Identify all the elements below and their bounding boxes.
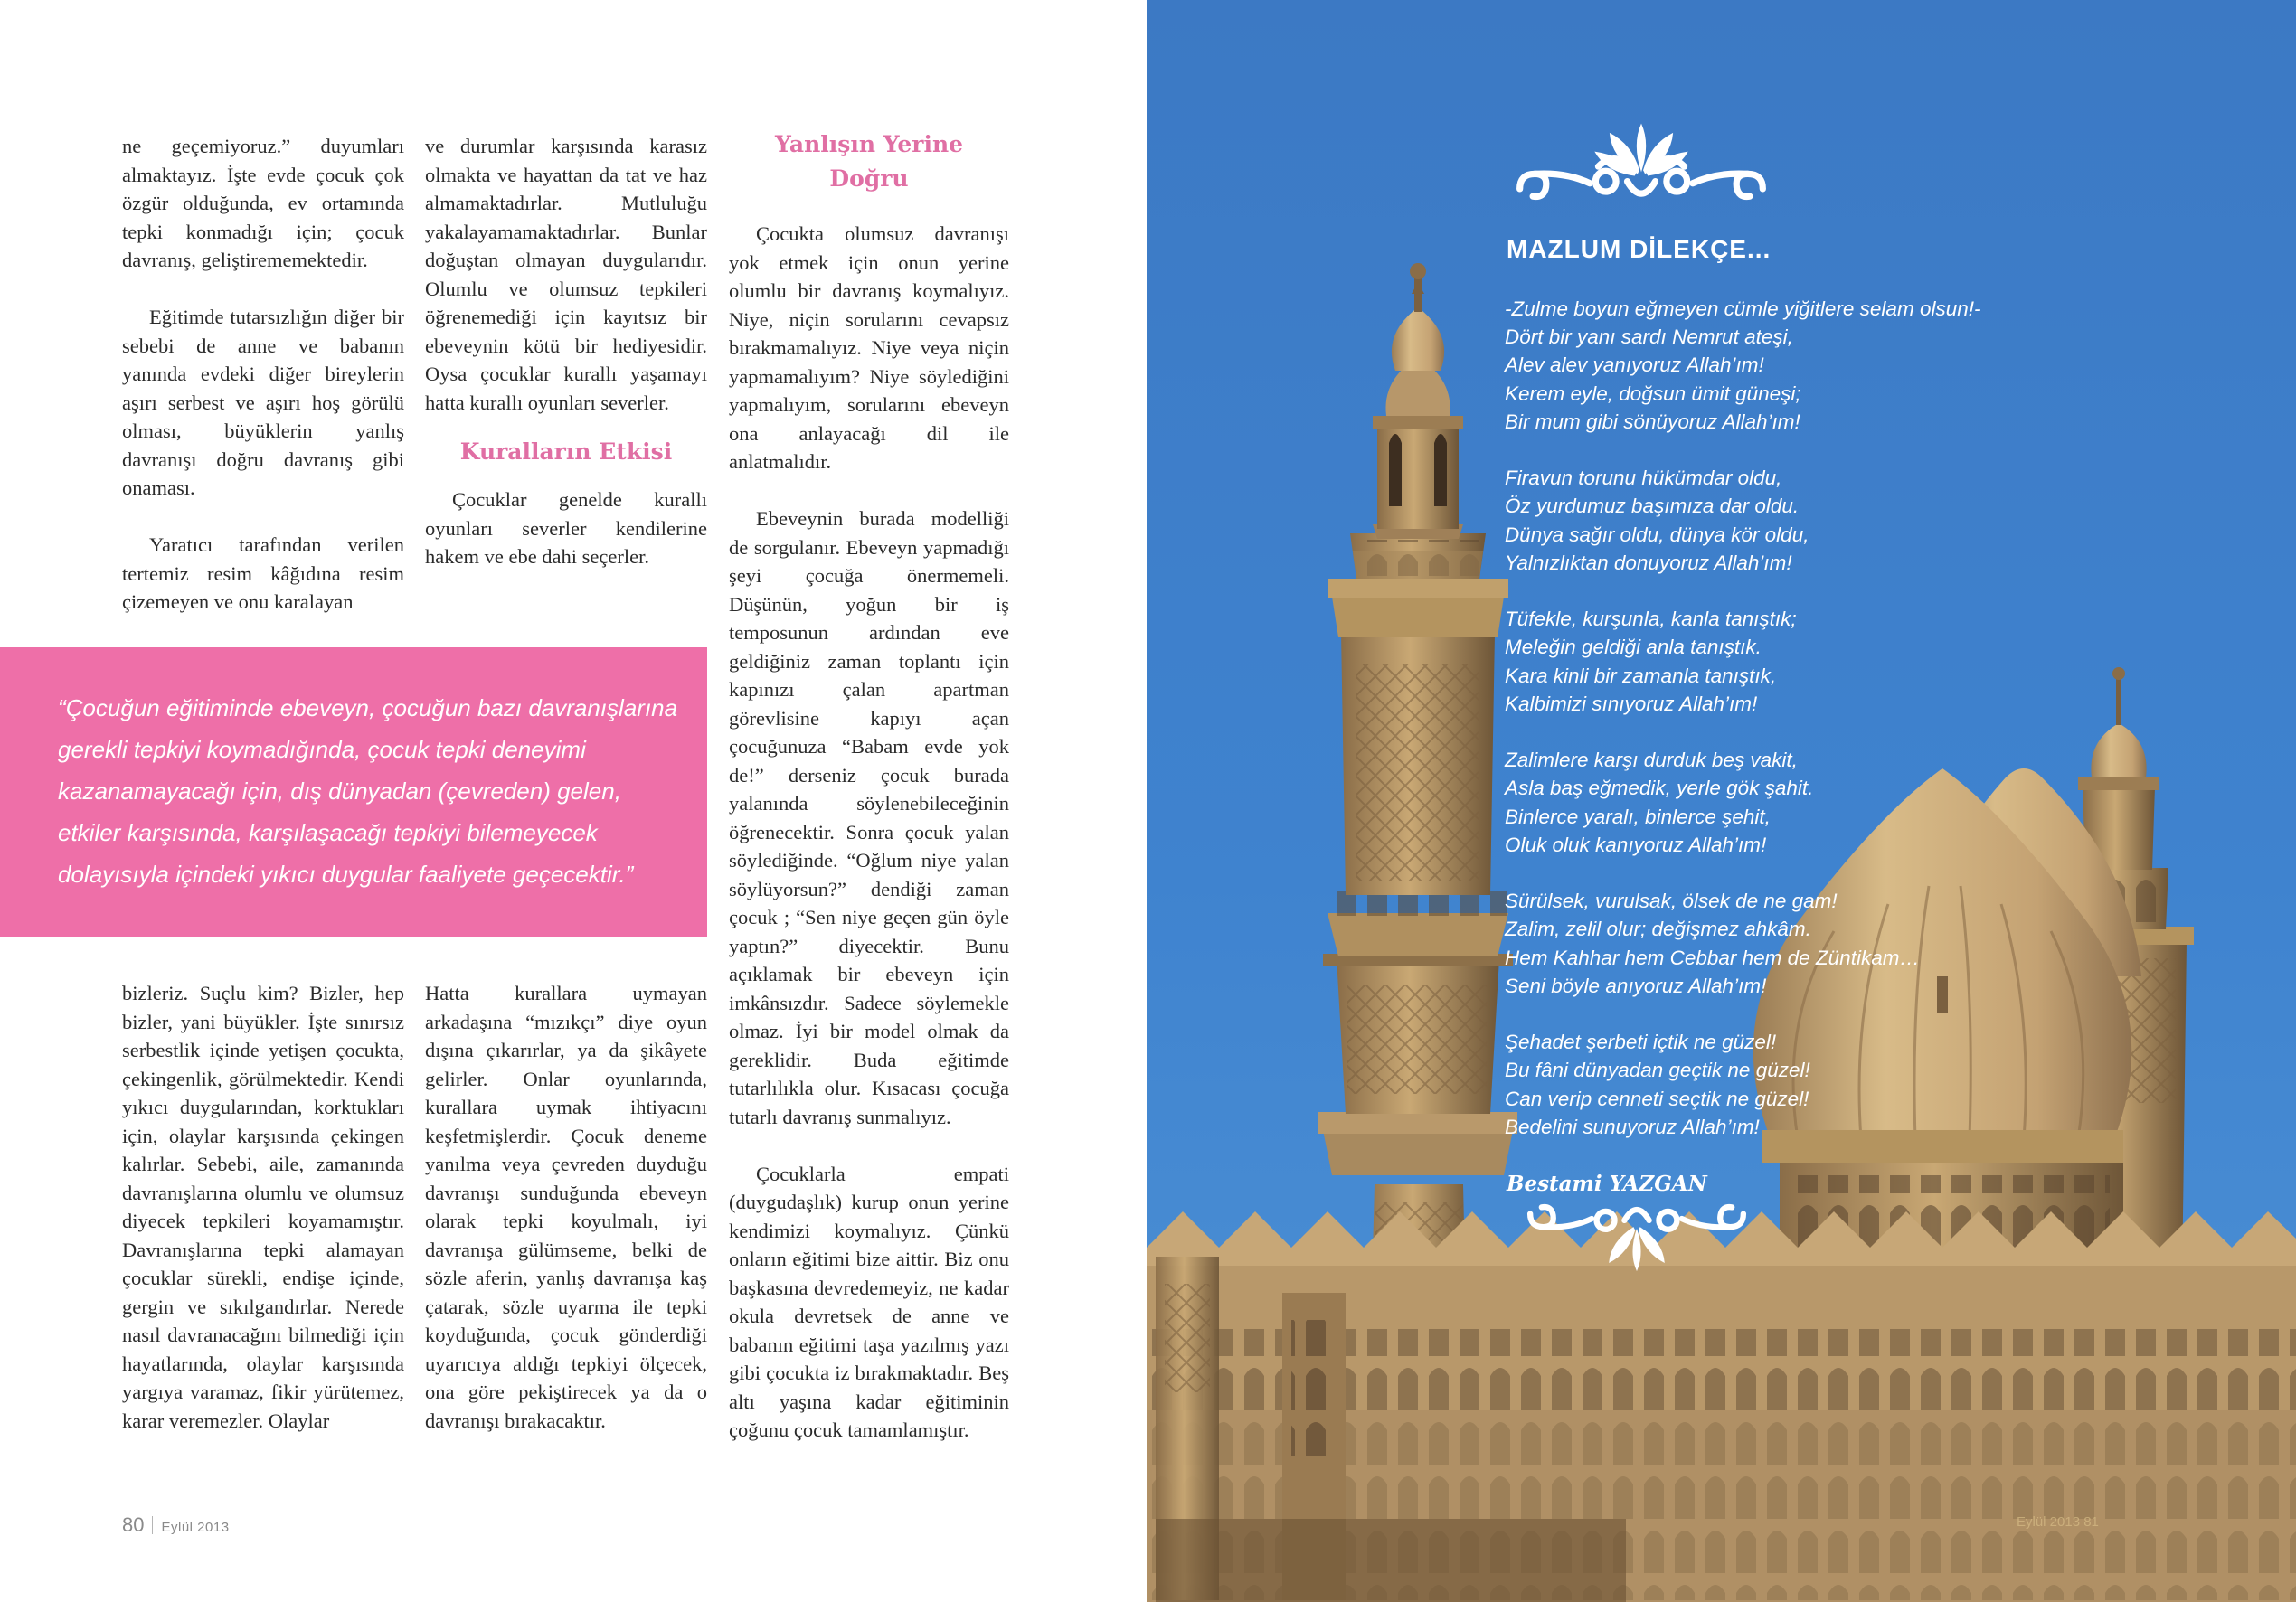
poem-stanza xyxy=(1505,605,2065,718)
paragraph: Çocukta olumsuz davranışı yok etmek için onun yerine olumlu bir davranış koymalıyız. Niye, niçin sorularını cevapsız bırakmamalıyız. Niye veya niçin yapmamalıyım? Niye söylediğini yapmalıyım, sorularını ebeveyn ona anlayacağı dil ile anlatmalıdır. xyxy=(729,222,1009,473)
poem-line: Sürülsek, vurulsak, ölsek de ne gam! xyxy=(1505,890,1838,913)
flourish-ornament-icon xyxy=(1514,1195,1760,1278)
paragraph: ve durumlar karşısında karasız olmakta ve hayattan da tat ve haz almamaktadırlar. Mutluluğu yakalayamamaktadırlar. Bunlar doğuştan olmayan duygularıdır. Olumlu ve olumsuz tepkileri öğrenemediği için kayıtsız bir ebeveynin kötü bir hediyesidir. Oysa çocuklar kurallı yaşamayı hatta kurallı oyunları severler. xyxy=(425,135,707,414)
poem-line: Yalnızlıktan donuyoruz Allah’ım! xyxy=(1505,551,1792,574)
poem-line: Şehadet şerbeti içtik ne güzel! xyxy=(1505,1031,1777,1054)
page-folio xyxy=(122,1513,230,1537)
text-column-3 xyxy=(729,127,1009,1445)
flourish-ornament-icon xyxy=(1501,116,1781,210)
paragraph: Hatta kurallara uymayan arkadaşına “mızıkçı” diye oyun dışına çıkarırlar, ya da şikâyete gelirler. Onlar oyunlarında, kurallara uymak ihtiyacını keşfetmişlerdir. Çocuk deneme yanılma veya çevreden duyduğu davranışı sunduğunda ebeveyn olarak tepki koyulmalı, iyi davranışa gülümseme, belki de sözle aferin, yanlış davranışa kaş çatarak, sözle uyarma ile tepki koyduğunda, çocuk gönderdiği uyarıcıya aldığı tepkiyi ölçecek, ona göre pekiştirecek ya da o davranışı bırakacaktır. xyxy=(425,982,707,1432)
poem-line: Kerem eyle, doğsun ümit güneşi; xyxy=(1505,382,1801,405)
poem-line: Kalbimizi sınıyoruz Allah’ım! xyxy=(1505,692,1758,715)
right-page xyxy=(1147,0,2296,1602)
poem-line: Bedelini sunuyoruz Allah’ım! xyxy=(1505,1115,1760,1138)
text-column-1 xyxy=(122,132,404,617)
poem-line: Kara kinli bir zamanla tanıştık, xyxy=(1505,664,1777,687)
issue-date: Eylül 2013 xyxy=(161,1520,230,1535)
paragraph: ne geçemiyoruz.” duyumları almaktayız. İşte evde çocuk çok özgür olduğunda, ev ortamında tepki konmadığı için; çocuk davranış, geliştirememektedir. xyxy=(122,135,404,271)
poem-line: Hem Kahhar hem Cebbar hem de Züntikam… xyxy=(1505,946,1920,969)
poem-line: Bir mum gibi sönüyoruz Allah’ım! xyxy=(1505,410,1800,433)
poem-stanza xyxy=(1505,295,2065,436)
section-heading: Kuralların Etkisi xyxy=(459,438,673,465)
paragraph: Yaratıcı tarafından verilen tertemiz resim kâğıdına resim çizemeyen ve onu karalayan xyxy=(122,533,404,613)
page-number: 80 xyxy=(122,1513,145,1536)
paragraph: bizleriz. Suçlu kim? Bizler, hep bizler, yani büyükler. İşte sınırsız serbestlik içinde yetişen çocukta, çekingenlik, görülmektedir. Kendi yıkıcı duygularından, korktukları için, olaylar karşısında çekingen kalırlar. Sebebi, aile, zamanında davranışlarına olumlu ve olumsuz diyecek tepkileri koyamamıştır. Davranışlarına tepki alamayan çocuklar sürekli, endişe içinde, gergin ve sıkılgandırlar. Nerede nasıl davranacağını bilmediği için hayatlarında, olaylar karşısında yargıya varamaz, fikir yürütemez, karar veremezler. Olaylar xyxy=(122,982,404,1432)
poem-line: Zalimlere karşı durduk beş vakit, xyxy=(1505,749,1798,772)
left-page xyxy=(0,0,1147,1602)
poem xyxy=(1505,295,2065,1141)
poem-line: Tüfekle, kurşunla, kanla tanıştık; xyxy=(1505,608,1797,631)
poem-author: Bestami YAZGAN xyxy=(1507,1172,1707,1196)
text-column-1-bottom xyxy=(122,979,404,1435)
poem-line: Binlerce yaralı, binlerce şehit, xyxy=(1505,805,1771,828)
poem-line: Asla baş eğmedik, yerle gök şahit. xyxy=(1505,777,1814,800)
poem-line: -Zulme boyun eğmeyen cümle yiğitlere selam olsun!- xyxy=(1505,297,1981,320)
poem-stanza xyxy=(1505,464,2065,577)
poem-line: Meleğin geldiği anla tanıştık. xyxy=(1505,636,1762,659)
poem-line: Can verip cenneti seçtik ne güzel! xyxy=(1505,1087,1809,1110)
poem-line: Dünya sağır oldu, dünya kör oldu, xyxy=(1505,523,1809,546)
folio-divider xyxy=(152,1516,153,1534)
paragraph: Eğitimde tutarsızlığın diğer bir sebebi de anne ve babanın yanında evdeki diğer bireylerin aşırı serbest ve aşırı hoş görülü olması, büyüklerin yanlış davranışı doğru davranış gibi onaması. xyxy=(122,306,404,499)
pull-quote: “Çocuğun eğitiminde ebeveyn, çocuğun bazı davranışlarına gerekli tepkiyi koymadığında, çocuk tepki deneyimi kazanamayacağı için, dış dünyadan (çevreden) gelen, etkiler karşısında, karşılaşacağı tepkiyi bilemeyecek dolayısıyla içindeki yıkıcı duygular faaliyete geçecektir.” xyxy=(58,694,678,888)
poem-line: Firavun torunu hükümdar oldu, xyxy=(1505,466,1782,490)
poem-line: Seni böyle anıyoruz Allah’ım! xyxy=(1505,974,1767,997)
poem-line: Zalim, zelil olur; değişmez ahkâm. xyxy=(1505,918,1811,941)
page-folio-right: Eylül 2013 81 xyxy=(2017,1514,2099,1530)
poem-line: Dört bir yanı sardı Nemrut ateşi, xyxy=(1505,325,1793,349)
pull-quote-box xyxy=(0,647,707,937)
section-heading: Yanlışın Yerine Doğru xyxy=(774,131,964,192)
text-column-2 xyxy=(425,132,707,571)
paragraph: Çocuklarla empati (duygudaşlık) kurup onun yerine kendimizi koymalıyız. Çünkü onların eğitimi bize aittir. Biz onu başkasına devredemeyiz, ne kadar okula devretsek de anne ve babanın eğitimi taşa yazılmış yazı gibi çocukta iz bırakmaktadır. Beş altı yaşına kadar eğitiminin çoğunu çocuk tamamlamıştır. xyxy=(729,1162,1009,1441)
paragraph: Ebeveynin burada modelliği de sorgulanır. Ebeveyn yapmadığı şeyi çocuğa önermemeli. Düşünün, yoğun bir iş temposunun ardından eve geldiğiniz zaman toplantı için kapınızı çalan apartman görevlisine kapıyı açan çocuğunuza “Babam evde yok de!” derseniz çocuk burada yalanında söylenebileceğinin öğrenecektir. Sonra çocuk yalan söylediğinde. “Oğlum niye yalan söylüyorsun?” dendiği zaman çocuk ; “Sen niye geçen gün öyle yaptın?” diyecektir. Bunu açıklamak bir ebeveyn için imkânsızdır. Sadece söylemekle olmaz. İyi bir model olmak da gereklidir. Buda eğitimde tutarlılıkla olur. Kısacası çocuğa tutarlı davranış sunmalıyız. xyxy=(729,507,1009,1128)
paragraph: Çocuklar genelde kurallı oyunları severler kendilerine hakem ve ebe dahi seçerler. xyxy=(425,488,707,568)
poem-line: Öz yurdumuz başımıza dar oldu. xyxy=(1505,495,1800,518)
poem-stanza xyxy=(1505,1028,2065,1141)
poem-stanza xyxy=(1505,746,2065,859)
poem-line: Alev alev yanıyoruz Allah’ım! xyxy=(1505,353,1764,377)
poem-title: MAZLUM DİLEKÇE... xyxy=(1507,235,1772,263)
text-column-2-bottom xyxy=(425,979,707,1435)
poem-line: Bu fâni dünyadan geçtik ne güzel! xyxy=(1505,1059,1810,1082)
poem-stanza xyxy=(1505,887,2065,1000)
poem-line: Oluk oluk kanıyoruz Allah’ım! xyxy=(1505,833,1767,856)
